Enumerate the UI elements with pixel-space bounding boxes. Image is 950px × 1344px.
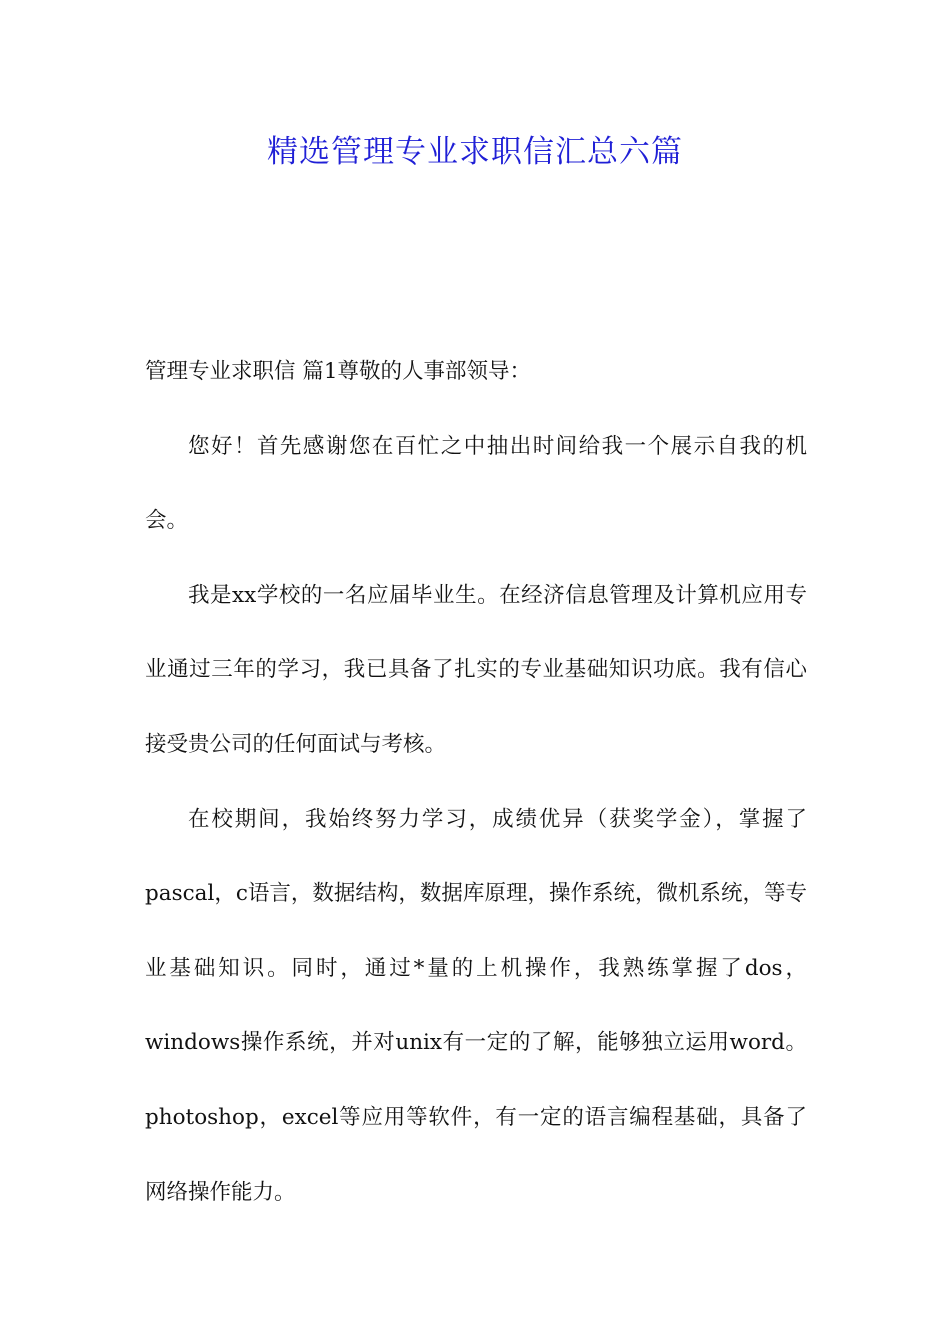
skills-paragraph: 在校期间，我始终努力学习，成绩优异（获奖学金），掌握了pascal，c语言，数据结构，数据库原理，操作系统，微机系统，等专业基础知识。同时，通过*量的上机操作，我熟练掌握了dos，windows操作系统，并对unix有一定的了解，能够独立运用word。photoshop，excel等应用等软件，有一定的语言编程基础，具备了网络操作能力。 — [145, 806, 807, 1205]
introduction-paragraph: 我是xx学校的一名应届毕业生。在经济信息管理及计算机应用专业通过三年的学习，我已具备了扎实的专业基础知识功底。我有信心接受贵公司的任何面试与考核。 — [145, 582, 807, 757]
document-title: 精选管理专业求职信汇总六篇 — [267, 134, 683, 170]
greeting-paragraph: 您好！首先感谢您在百忙之中抽出时间给我一个展示自我的机会。 — [145, 433, 807, 534]
document-body — [145, 335, 807, 1230]
salutation-paragraph: 管理专业求职信 篇1尊敬的人事部领导： — [145, 359, 532, 384]
